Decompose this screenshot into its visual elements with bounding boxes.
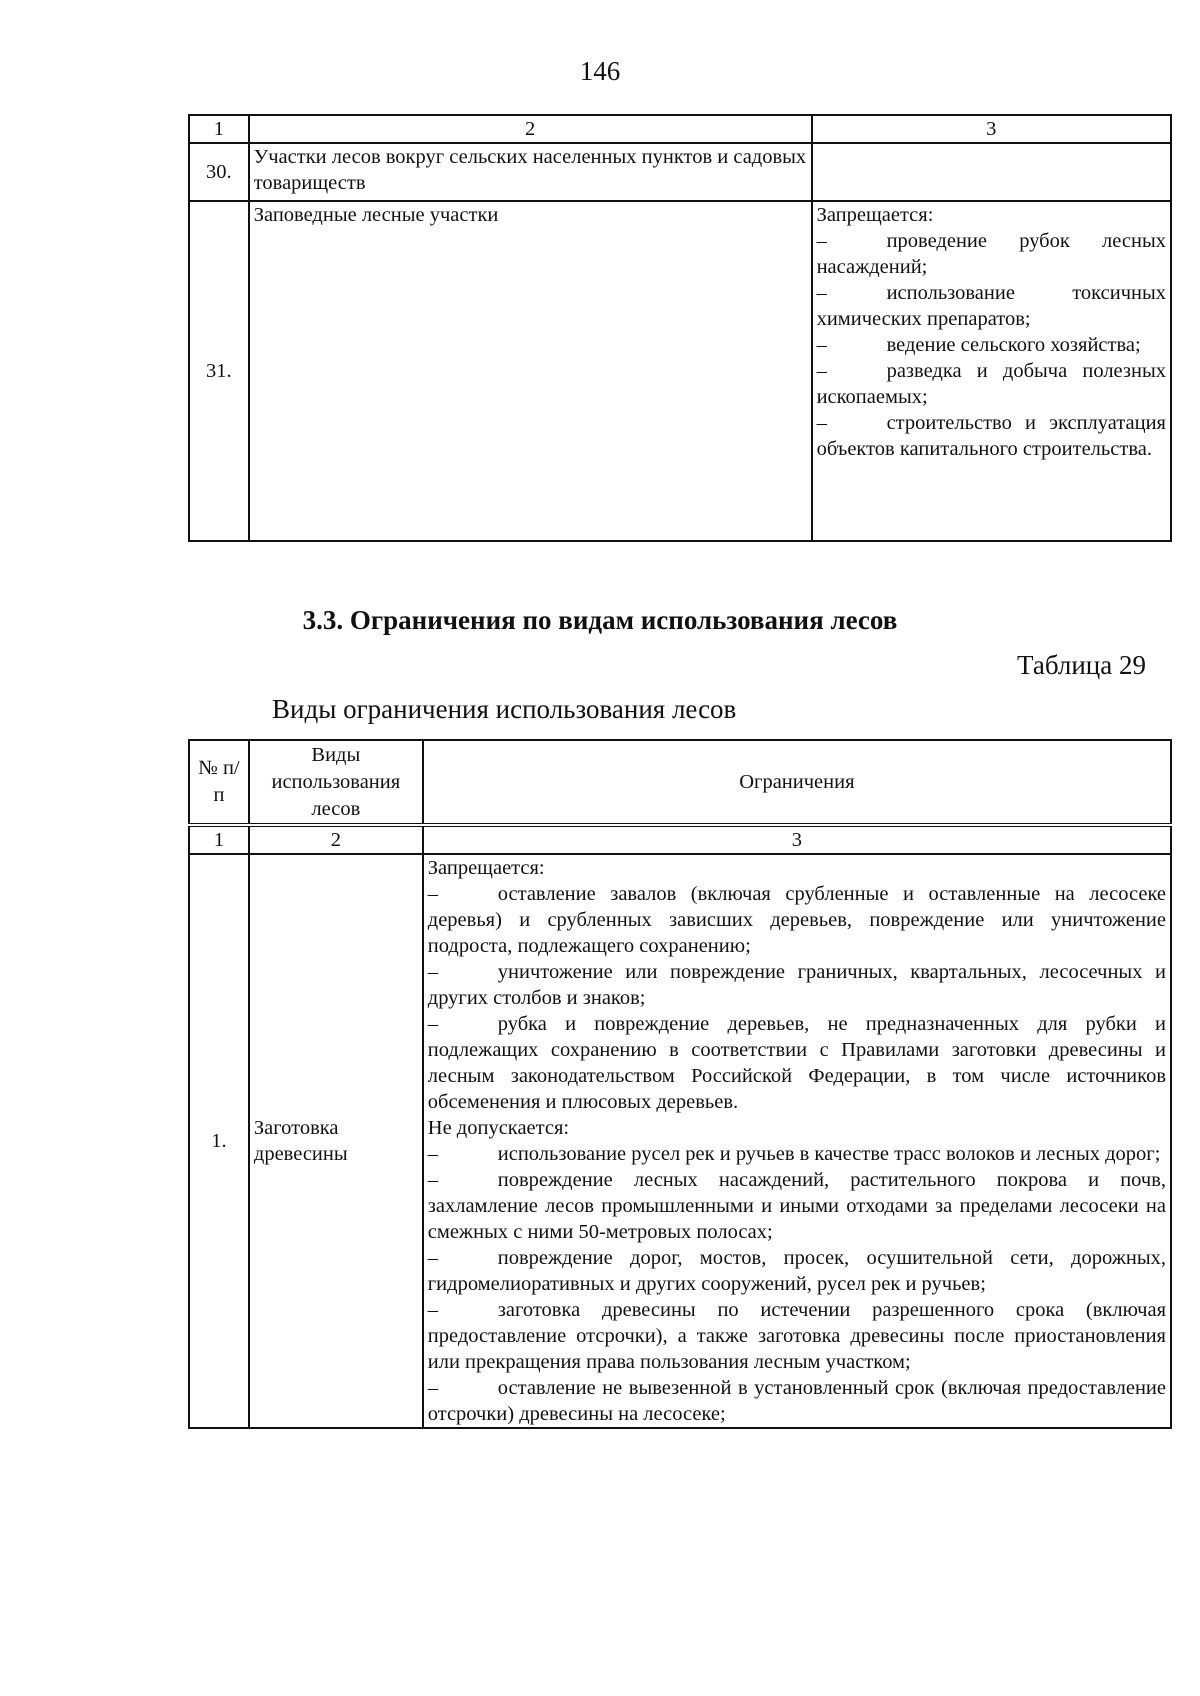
- restrictions-table: [188, 739, 1172, 1429]
- list-item: – использование русел рек и ручьев в качестве трасс волоков и лесных дорог;: [427, 1143, 1161, 1165]
- table-caption: Виды ограничения использования лесов: [272, 694, 737, 724]
- list-item: – оставление не вывезенной в установленный срок (включая предоставление отсрочки) древесины на лесосеке;: [427, 1377, 1166, 1425]
- dash: –: [816, 334, 827, 356]
- restrictions-list: [817, 228, 1166, 462]
- list-item: – уничтожение или повреждение граничных, квартальных, лесосечных и других столбов и знаков;: [427, 961, 1166, 1009]
- table-row: [189, 854, 1171, 1428]
- table-row: [189, 201, 1171, 541]
- usage-type: Заготовка древесины: [249, 854, 423, 1428]
- not-allowed-intro: Не допускается:: [427, 1117, 570, 1139]
- dash: –: [816, 412, 827, 434]
- forest-area-name: Участки лесов вокруг сельских населенных пунктов и садовых товариществ: [249, 143, 812, 201]
- restrictions-cell: [812, 201, 1171, 541]
- list-item: – ведение сельского хозяйства;: [816, 334, 1141, 356]
- header-cell-usage-type: Виды использования лесов: [249, 740, 423, 825]
- list-item: – повреждение дорог, мостов, просек, осушительной сети, дорожных, гидромелиоративных и других сооружений, русел рек и ручьев;: [427, 1247, 1166, 1295]
- header-cell: 3: [812, 115, 1171, 143]
- table-row: [189, 143, 1171, 201]
- table-header-row: [189, 740, 1171, 825]
- page-number: 146: [579, 56, 621, 86]
- column-number-row: [189, 825, 1171, 854]
- section-title: 3.3. Ограничения по видам использования лесов: [302, 605, 898, 635]
- column-number: 1: [189, 825, 249, 854]
- row-number: 31.: [189, 201, 249, 541]
- header-cell: 2: [249, 115, 812, 143]
- header-cell: 1: [189, 115, 249, 143]
- header-cell-number: № п/п: [189, 740, 249, 825]
- row-number: 30.: [189, 143, 249, 201]
- list-item: – рубка и повреждение деревьев, не предназначенных для рубки и подлежащих сохранению в соответствии с Правилами заготовки древесины и лесным законодательством Российской Федерации, в том числе источников обсеменения и плюсовых деревьев.: [427, 1013, 1166, 1113]
- continuation-table: [188, 114, 1172, 542]
- list-item: – строительство и эксплуатация объектов капитального строительства.: [816, 412, 1166, 460]
- dash: –: [816, 360, 827, 382]
- restrictions-intro: Запрещается:: [816, 204, 934, 226]
- forest-area-name: Заповедные лесные участки: [249, 201, 812, 541]
- list-item: – проведение рубок лесных насаждений;: [816, 230, 1166, 278]
- dash: –: [816, 230, 827, 252]
- restrictions-cell: [812, 143, 1171, 201]
- table-header-row: [189, 115, 1171, 143]
- table-label: Таблица 29: [1017, 650, 1146, 680]
- dash: –: [816, 282, 827, 304]
- restrictions-cell: [423, 854, 1171, 1428]
- row-number: 1.: [189, 854, 249, 1428]
- column-number: 3: [423, 825, 1171, 854]
- forbidden-intro: Запрещается:: [427, 857, 545, 879]
- list-item: – разведка и добыча полезных ископаемых;: [816, 360, 1166, 408]
- header-cell-restrictions: Ограничения: [423, 740, 1171, 825]
- list-item: – оставление завалов (включая срубленные и оставленные на лесосеке деревья) и срубленных зависших деревьев, повреждение или уничтожение подроста, подлежащего сохранению;: [427, 883, 1166, 957]
- column-number: 2: [249, 825, 423, 854]
- list-item: – использование токсичных химических препаратов;: [816, 282, 1166, 330]
- list-item: – повреждение лесных насаждений, растительного покрова и почв, захламление лесов промышленными и иными отходами за пределами лесосеки на смежных с ними 50-метровых полосах;: [427, 1169, 1166, 1243]
- list-item: – заготовка древесины по истечении разрешенного срока (включая предоставление отсрочки), а также заготовка древесины после приостановления или прекращения права пользования лесным участком;: [427, 1299, 1166, 1373]
